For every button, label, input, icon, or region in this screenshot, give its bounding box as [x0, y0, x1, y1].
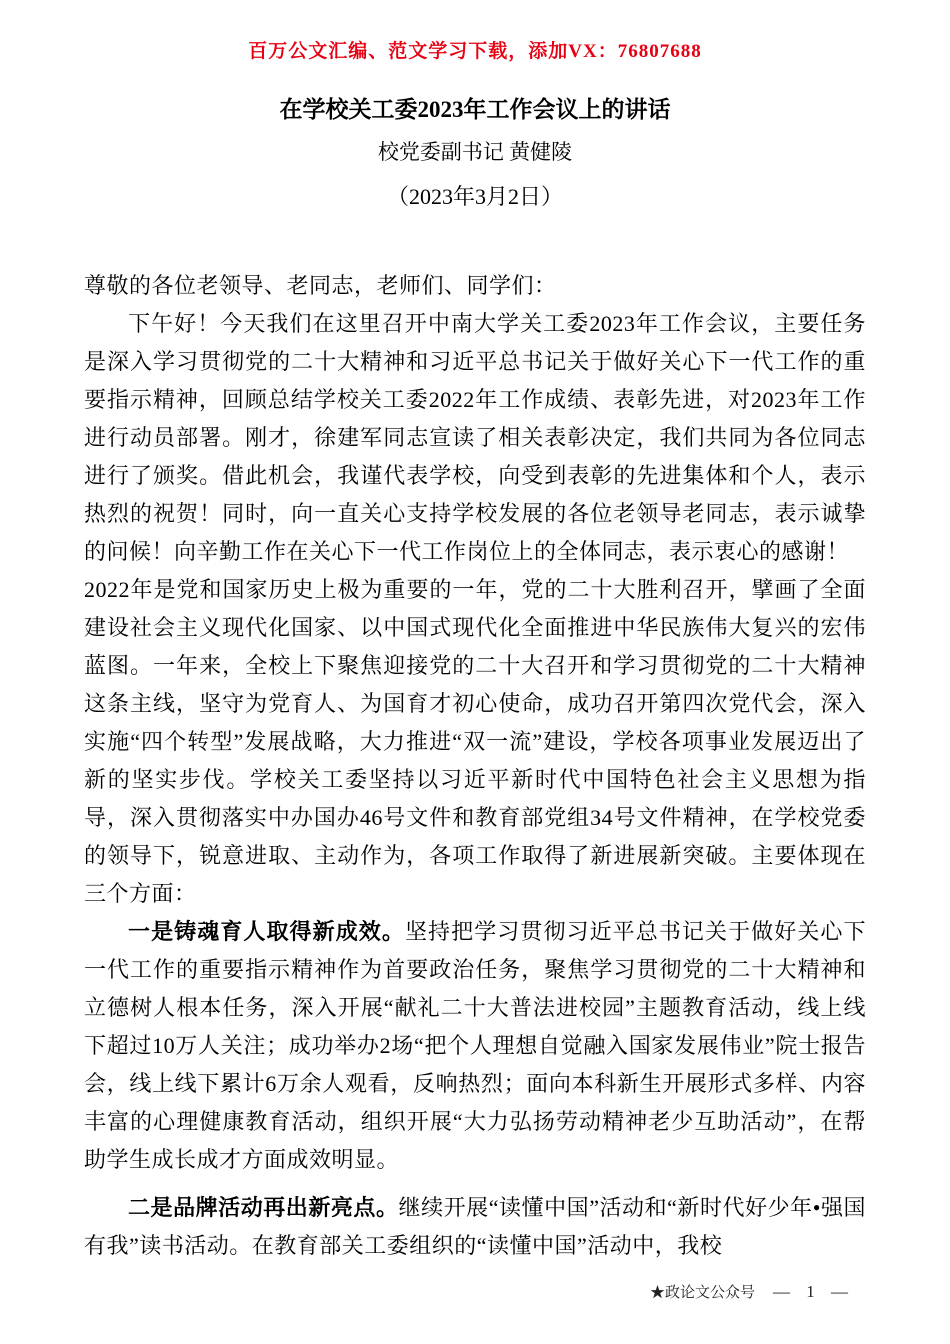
- paragraph: [84, 913, 866, 1179]
- top-notice-banner: 百万公文汇编、范文学习下载，添加VX：76807688: [248, 41, 702, 62]
- page-number: — 1 —: [773, 1282, 854, 1301]
- document-author: 校党委副书记 黄健陵: [377, 140, 573, 164]
- paragraph-text: 继续开展“读懂中国”活动和“新时代好少年•强国有我”读书活动。在教育部关工委组织的“读懂中国”活动中，我校: [84, 1195, 866, 1258]
- paragraph-text: 下午好！今天我们在这里召开中南大学关工委2023年工作会议，主要任务是深入学习贯彻党的二十大精神和习近平总书记关于做好关心下一代工作的重要指示精神，回顾总结学校关工委2022年工作成绩、表彰先进，对2023年工作进行动员部署。刚才，徐建军同志宣读了相关表彰决定，我们共同为各位同志进行了颁奖。借此机会，我谨代表学校，向受到表彰的先进集体和个人，表示热烈的祝贺！同时，向一直关心支持学校发展的各位老领导老同志，表示诚挚的问候！向辛勤工作在关心下一代工作岗位上的全体同志，表示衷心的感谢！: [84, 311, 866, 564]
- page-footer: [650, 1281, 854, 1302]
- document-title: 在学校关工委2023年工作会议上的讲话: [279, 97, 671, 122]
- paragraph-lead: 二是品牌活动再出新亮点。: [128, 1195, 399, 1220]
- paragraph: [84, 305, 866, 571]
- paragraph: [84, 571, 866, 913]
- salutation-line: 尊敬的各位老领导、老同志，老师们、同学们：: [84, 273, 557, 298]
- paragraph-text: 2022年是党和国家历史上极为重要的一年，党的二十大胜利召开，擘画了全面建设社会主义现代化国家、以中国式现代化全面推进中华民族伟大复兴的宏伟蓝图。一年来，全校上下聚焦迎接党的二十大召开和学习贯彻党的二十大精神这条主线，坚守为党育人、为国育才初心使命，成功召开第四次党代会，深入实施“四个转型”发展战略，大力推进“双一流”建设，学校各项事业发展迈出了新的坚实步伐。学校关工委坚持以习近平新时代中国特色社会主义思想为指导，深入贯彻落实中办国办46号文件和教育部党组34号文件精神，在学校党委的领导下，锐意进取、主动作为，各项工作取得了新进展新突破。主要体现在三个方面：: [84, 577, 866, 906]
- footer-brand: ★政论文公众号: [649, 1285, 755, 1301]
- paragraph-lead: 一是铸魂育人取得新成效。: [128, 919, 405, 944]
- paragraph-text: 坚持把学习贯彻习近平总书记关于做好关心下一代工作的重要指示精神作为首要政治任务，聚焦学习贯彻党的二十大精神和立德树人根本任务，深入开展“献礼二十大普法进校园”主题教育活动，线上线下超过10万人关注；成功举办2场“把个人理想自觉融入国家发展伟业”院士报告会，线上线下累计6万余人观看，反响热烈；面向本科新生开展形式多样、内容丰富的心理健康教育活动，组织开展“大力弘扬劳动精神老少互助活动”，在帮助学生成长成才方面成效明显。: [84, 919, 866, 1172]
- paragraph: [84, 1189, 866, 1265]
- document-body: [84, 267, 866, 1265]
- document-date: （2023年3月2日）: [386, 184, 563, 209]
